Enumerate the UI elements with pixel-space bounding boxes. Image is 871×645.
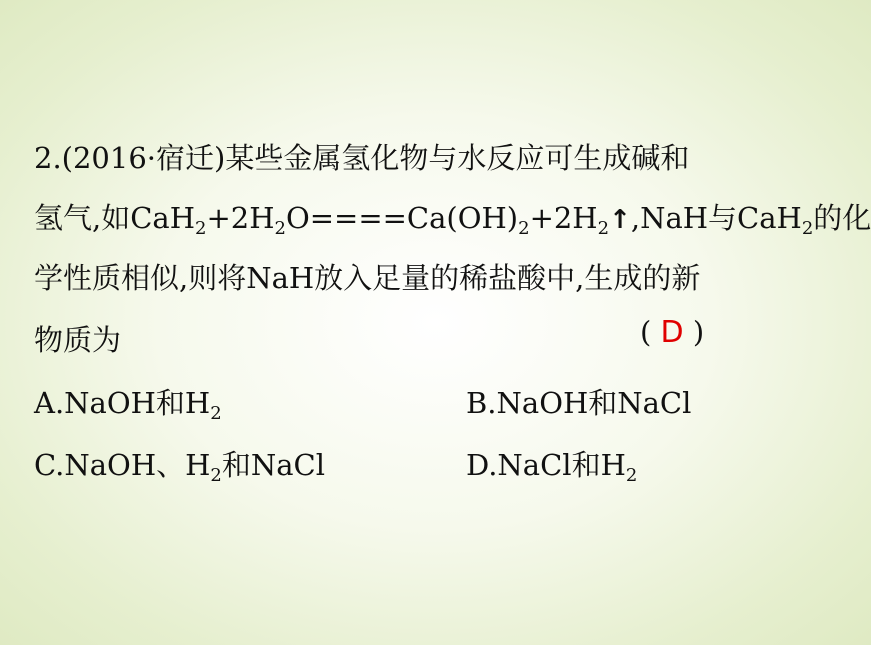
option-text: D.NaCl和H: [466, 448, 626, 482]
text-segment: 氢气,如CaH: [34, 201, 195, 235]
gas-arrow-icon: ↑: [609, 205, 631, 235]
option-a: [34, 385, 222, 424]
text-segment: ,NaH与CaH: [630, 201, 802, 235]
option-text: 和NaCl: [221, 448, 325, 482]
answer-bracket: [640, 314, 704, 351]
subscript: 2: [597, 218, 610, 239]
text-segment: O====Ca(OH): [285, 201, 519, 235]
option-text: A.NaOH和H: [34, 386, 211, 420]
text-segment: 的化: [813, 201, 871, 235]
question-line-1: 2.(2016·宿迁)某些金属氢化物与水反应可生成碱和: [34, 141, 690, 175]
answer-letter: D: [660, 315, 684, 350]
text-segment: +2H: [206, 201, 275, 235]
question-line-3: 学性质相似,则将NaH放入足量的稀盐酸中,生成的新: [34, 261, 701, 295]
option-text: B.NaOH和NaCl: [466, 386, 692, 420]
subscript: 2: [274, 218, 286, 239]
subscript: 2: [518, 218, 530, 239]
bracket-open: (: [640, 315, 652, 349]
subscript: 2: [801, 218, 814, 239]
option-b: [466, 385, 691, 421]
subscript: 2: [195, 218, 207, 239]
subscript: 2: [625, 465, 638, 486]
option-d: [466, 447, 638, 486]
subscript: 2: [210, 403, 222, 424]
question-line-4: 物质为: [34, 323, 122, 357]
option-c: [34, 447, 325, 486]
option-text: C.NaOH、H: [34, 448, 211, 482]
text-segment: +2H: [529, 201, 598, 235]
subscript: 2: [210, 465, 222, 486]
question-line-2: [34, 200, 871, 238]
bracket-close: ): [692, 315, 705, 349]
